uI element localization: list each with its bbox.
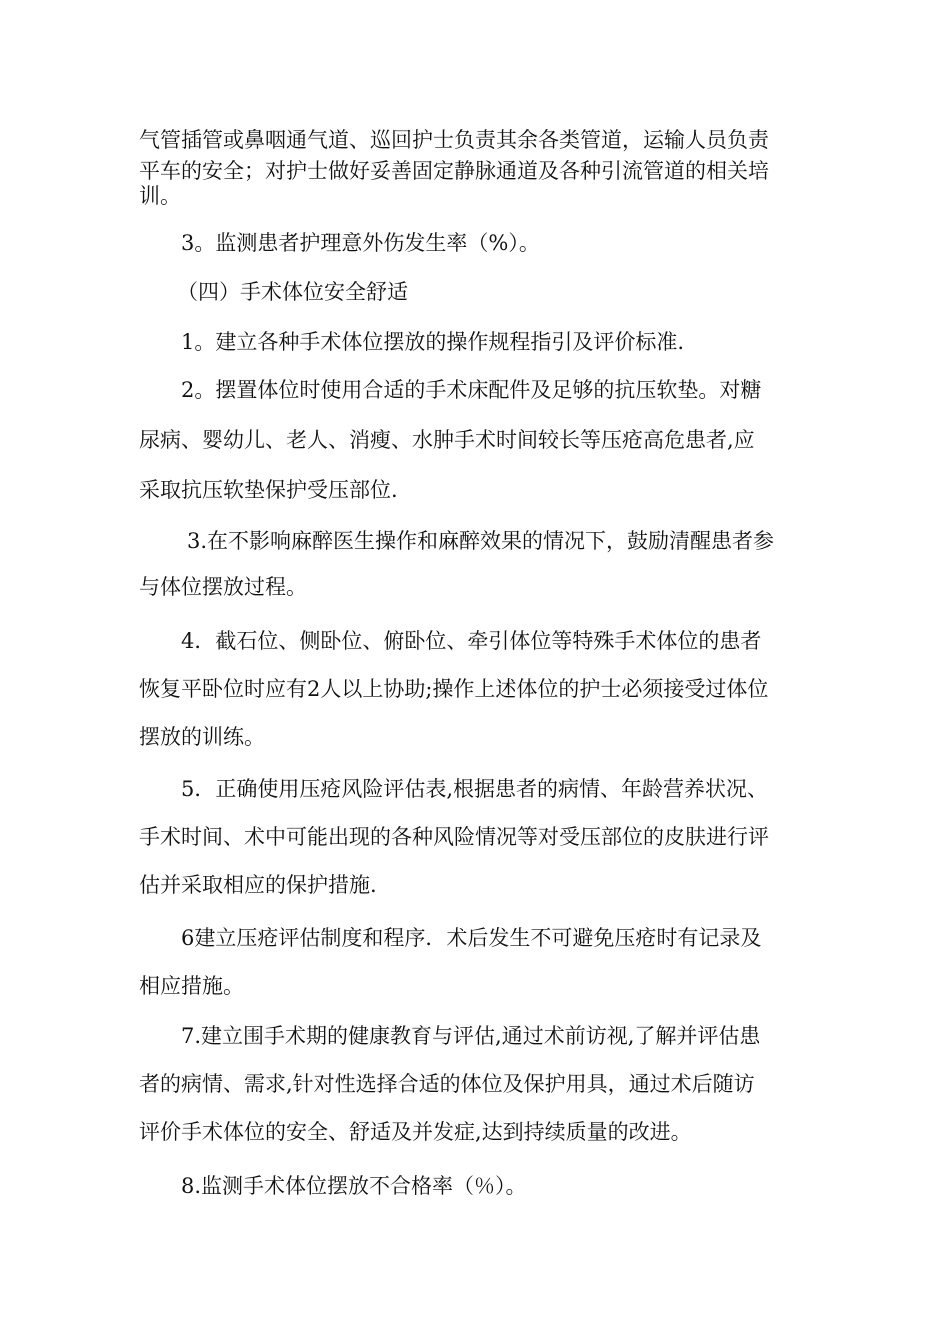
text-line: 训。 xyxy=(139,184,181,208)
text-line: 6建立压疮评估制度和程序．术后发生不可避免压疮时有记录及 xyxy=(181,926,762,950)
paragraph-3-monitor xyxy=(139,229,861,257)
paragraph-5 xyxy=(139,775,819,899)
paragraph-6 xyxy=(139,924,819,1000)
text-line: 8.监测手术体位摆放不合格率（％）。 xyxy=(181,1174,527,1198)
paragraph-1 xyxy=(139,328,861,356)
text-line: 3.在不影响麻醉医生操作和麻醉效果的情况下，鼓励清醒患者参 xyxy=(187,529,775,553)
text-line: 手术时间、术中可能出现的各种风险情况等对受压部位的皮肤进行评 xyxy=(139,825,769,849)
text-line: 评价手术体位的安全、舒适及并发症,达到持续质量的改进。 xyxy=(139,1120,692,1144)
paragraph-2 xyxy=(139,376,819,504)
text-line: 平车的安全；对护士做好妥善固定静脉通道及各种引流管道的相关培 xyxy=(139,159,769,183)
text-line: 摆放的训练。 xyxy=(139,725,265,749)
paragraph-continuation xyxy=(139,126,819,210)
text-line: 相应措施。 xyxy=(139,974,244,998)
text-line: 估并采取相应的保护措施. xyxy=(139,873,377,897)
text-line: 4．截石位、侧卧位、俯卧位、牵引体位等特殊手术体位的患者 xyxy=(181,629,762,653)
text-line: 3。监测患者护理意外伤发生率（%）。 xyxy=(181,231,540,255)
text-line: 7.建立围手术期的健康教育与评估,通过术前访视,了解并评估患 xyxy=(181,1024,761,1048)
text-line: 恢复平卧位时应有2人以上协助;操作上述体位的护士必须接受过体位 xyxy=(139,677,769,701)
section-heading-4 xyxy=(139,278,857,306)
text-line: 与体位摆放过程。 xyxy=(139,575,307,599)
paragraph-7 xyxy=(139,1022,819,1146)
paragraph-8 xyxy=(139,1172,861,1200)
text-line: 尿病、婴幼儿、老人、消瘦、水肿手术时间较长等压疮高危患者,应 xyxy=(139,428,755,452)
text-line: 者的病情、需求,针对性选择合适的体位及保护用具，通过术后随访 xyxy=(139,1072,755,1096)
paragraph-4 xyxy=(139,627,819,751)
text-line: 1。建立各种手术体位摆放的操作规程指引及评价标准. xyxy=(181,330,685,354)
paragraph-3 xyxy=(139,527,819,601)
text-line: （四）手术体位安全舒适 xyxy=(177,280,408,304)
text-line: 气管插管或鼻咽通气道、巡回护士负责其余各类管道，运输人员负责 xyxy=(139,128,769,152)
text-line: 2。摆置体位时使用合适的手术床配件及足够的抗压软垫。对糖 xyxy=(181,378,762,402)
text-line: 5．正确使用压疮风险评估表,根据患者的病情、年龄营养状况、 xyxy=(181,777,769,801)
text-line: 采取抗压软垫保护受压部位. xyxy=(139,478,398,502)
